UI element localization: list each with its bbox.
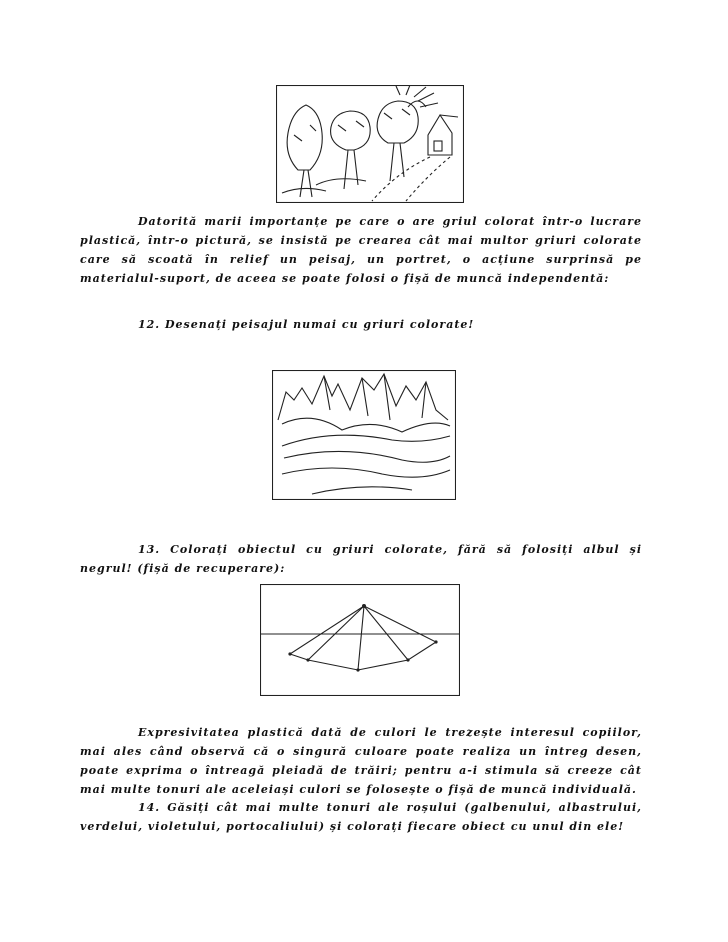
task-12-text: 12. Desenați peisajul numai cu griuri colorate! bbox=[138, 318, 475, 331]
umbrella-diagram-drawing bbox=[260, 584, 460, 696]
task-13-text: 13. Colorați obiectul cu griuri colorate, fără să folosiți albul și negrul! (fișă de recuperare): bbox=[80, 543, 642, 575]
paragraph-expressiveness: Expresivitatea plastică dată de culori le trezește interesul copiilor, mai ales când observă că o singură culoare poate realiza un întreg desen, poate exprima o întreagă pleiadă de trăiri; pentru a-i stimula să creeze cât mai multe tonuri ale aceleiași culori se folosește o fișă de muncă individuală. bbox=[80, 726, 642, 796]
paragraph-gray-colors: Datorită marii importanțe pe care o are griul colorat într-o lucrare plastică, într-o pictură, se insistă pe crearea cât mai multor griuri colorate care să scoată în relief un peisaj, un portret, o acțiune surprinsă pe materialul-suport, de aceea se poate folosi o fișă de muncă independentă: bbox=[80, 215, 642, 285]
trees-house-sun-drawing bbox=[276, 85, 464, 203]
task-14-text: 14. Găsiți cât mai multe tonuri ale roșului (galbenului, albastrului, verdelui, violetului, portocaliului) și colorați fiecare obiect cu unul din ele! bbox=[80, 801, 642, 833]
mountains-landscape-drawing bbox=[272, 370, 456, 500]
